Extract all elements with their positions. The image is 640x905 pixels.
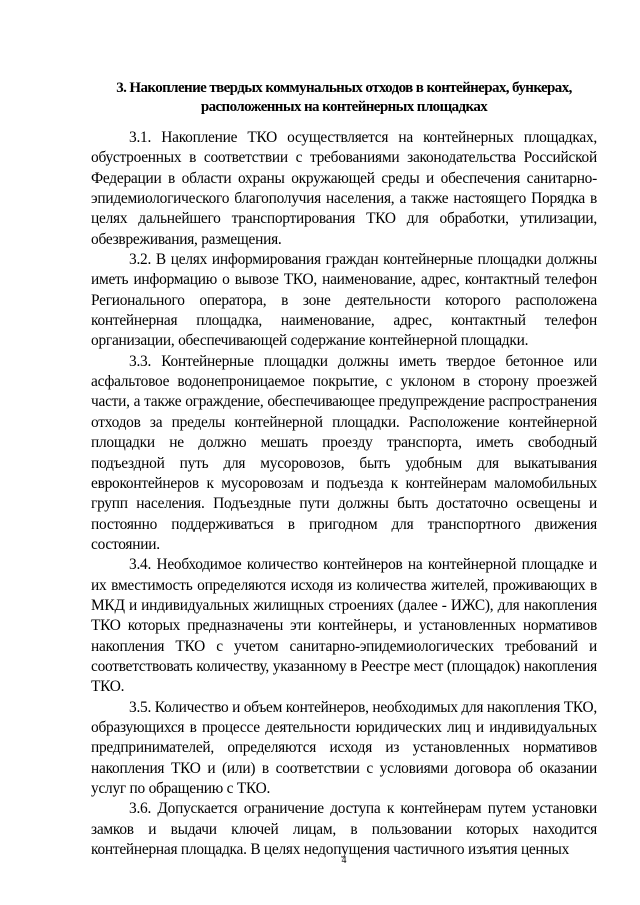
page-number: 4 bbox=[341, 855, 347, 866]
paragraph-3-2: 3.2. В целях информирования граждан контейнерные площадки должны иметь информацию о вывозе ТКО, наименование, адрес, контактный телефон Регионального оператора, в зоне деятельности которого расположена контейнерная площадка, наименование, адрес, контактный телефон организации, обеспечивающей содержание контейнерной площадки. bbox=[91, 251, 597, 350]
section-body bbox=[91, 128, 597, 860]
paragraph-3-3: 3.3. Контейнерные площадки должны иметь твердое бетонное или асфальтовое водонепроницаемое покрытие, с уклоном в сторону проезжей части, а также ограждение, обеспечивающее предупреждение распространения отходов за пределы контейнерной площадки. Расположение контейнерной площадки не должно мешать проезду транспорта, иметь свободный подъездной путь для мусоровозов, быть удобным для выкатывания евроконтейнеров к мусоровозам и подъезда к контейнерам маломобильных групп населения. Подъездные пути должны быть достаточно освещены и постоянно поддерживаться в пригодном для транспортного движения состоянии. bbox=[91, 352, 597, 553]
section-heading: 3. Накопление твердых коммунальных отходов в контейнерах, бункерах, расположенных на контейнерных площадках bbox=[116, 80, 572, 115]
paragraph-3-5: 3.5. Количество и объем контейнеров, необходимых для накопления ТКО, образующихся в процессе деятельности юридических лиц и индивидуальных предпринимателей, определяются исходя из установленных нормативов накопления ТКО и (или) в соответствии с условиями договора об оказании услуг по обращению с ТКО. bbox=[91, 698, 597, 797]
paragraph-3-6: 3.6. Допускается ограничение доступа к контейнерам путем установки замков и выдачи ключей лицам, в пользовании которых находится контейнерная площадка. В целях недопущения частичного изъятия ценных bbox=[91, 800, 597, 859]
paragraph-3-1: 3.1. Накопление ТКО осуществляется на контейнерных площадках, обустроенных в соответствии с требованиями законодательства Российской Федерации в области охраны окружающей среды и обеспечения санитарно-эпидемиологического благополучия населения, а также настоящего Порядка в целях дальнейшего транспортирования ТКО для обработки, утилизации, обезвреживания, размещения. bbox=[91, 129, 597, 248]
paragraph-3-4: 3.4. Необходимое количество контейнеров на контейнерной площадке и их вместимость определяются исходя из количества жителей, проживающих в МКД и индивидуальных жилищных строениях (далее - ИЖС), для накопления ТКО которых предназначены эти контейнеры, и установленных нормативов накопления ТКО с учетом санитарно-эпидемиологических требований и соответствовать количеству, указанному в Реестре мест (площадок) накопления ТКО. bbox=[91, 556, 597, 696]
